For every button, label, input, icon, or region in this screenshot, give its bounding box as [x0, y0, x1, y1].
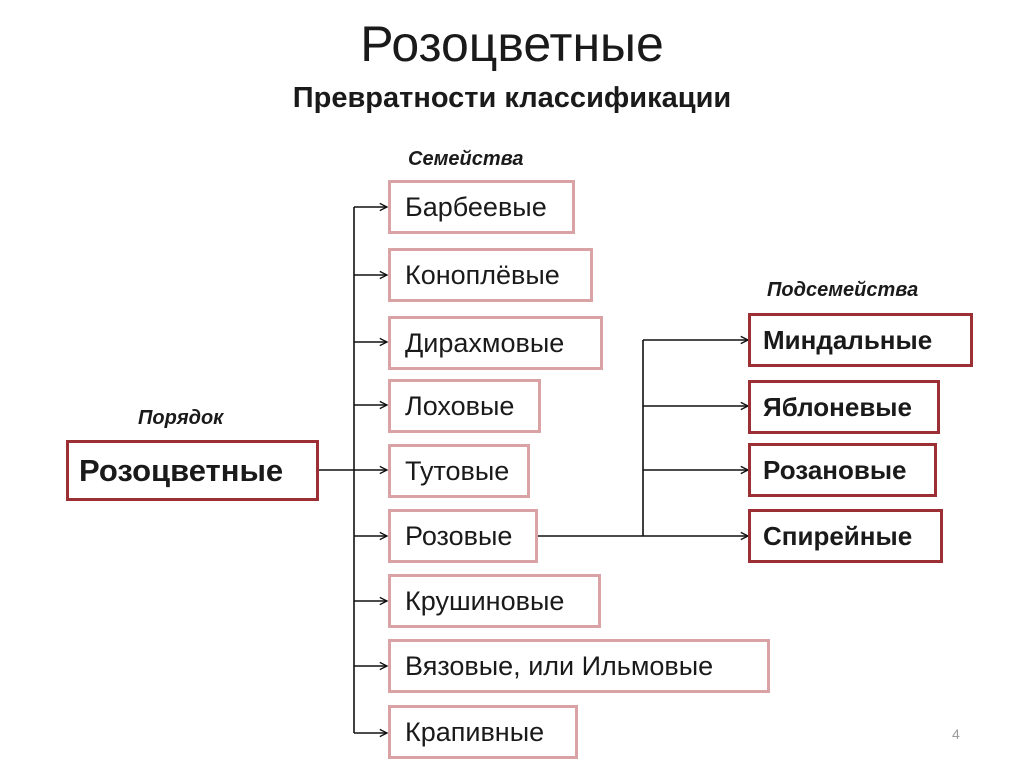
family-box: Лоховые	[388, 379, 541, 433]
slide-subtitle: Превратности классификации	[292, 82, 732, 114]
family-box: Крушиновые	[388, 574, 601, 628]
family-box: Вязовые, или Ильмовые	[388, 639, 770, 693]
family-box: Барбеевые	[388, 180, 575, 234]
families-heading: Семейства	[408, 148, 524, 170]
order-heading: Порядок	[138, 407, 224, 429]
family-box: Тутовые	[388, 444, 530, 498]
subfamily-box: Миндальные	[748, 313, 973, 367]
subfamilies-heading: Подсемейства	[767, 279, 919, 301]
subfamily-box: Яблоневые	[748, 380, 940, 434]
slide-title: Розоцветные	[360, 16, 664, 72]
family-box: Дирахмовые	[388, 316, 603, 370]
family-box-rosaceae: Розовые	[388, 509, 538, 563]
subfamily-box: Спирейные	[748, 509, 943, 563]
subfamily-box: Розановые	[748, 443, 937, 497]
root-order-box: Розоцветные	[66, 440, 319, 501]
family-box: Коноплёвые	[388, 248, 593, 302]
family-box: Крапивные	[388, 705, 578, 759]
page-number: 4	[952, 726, 960, 742]
